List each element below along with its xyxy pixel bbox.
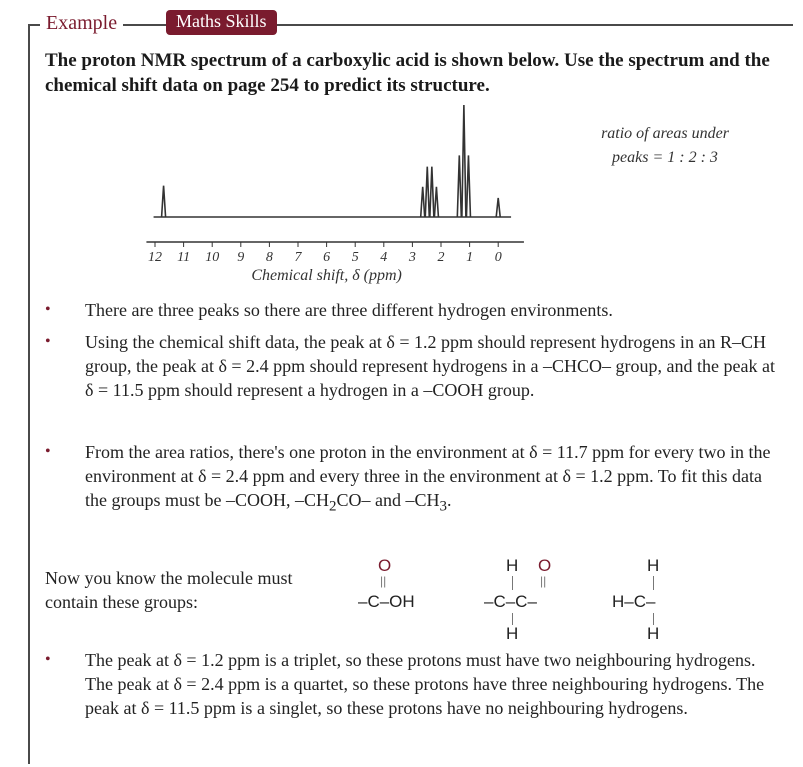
maths-skills-badge: Maths Skills <box>166 10 277 35</box>
peak-line <box>466 155 470 217</box>
peak-line <box>496 198 500 217</box>
chco-double-bond: || <box>540 574 547 588</box>
ch3-chain: H–C– <box>612 592 656 611</box>
peak-line <box>162 186 166 217</box>
chco-bottom-hydrogen: H <box>506 624 519 643</box>
b3-subscript-3: 3 <box>439 498 447 515</box>
x-tick-label: 9 <box>237 250 245 265</box>
x-tick-label: 5 <box>351 250 359 265</box>
x-axis-ticks <box>148 242 502 265</box>
x-axis-label: Chemical shift, δ (ppm) <box>251 267 402 284</box>
ratio-line-2: peaks = 1 : 2 : 3 <box>612 149 718 166</box>
cooh-double-bond: || <box>380 574 387 588</box>
chco-top-hydrogen: H <box>506 556 519 575</box>
bullet-dot: • <box>45 301 51 318</box>
cooh-oxygen: O <box>378 556 392 575</box>
peak-line <box>425 167 429 217</box>
spectrum-trace <box>154 105 512 217</box>
b3-text-3: . <box>447 490 452 510</box>
cooh-chain: –C–OH <box>358 592 415 611</box>
area-ratio-annotation <box>560 122 770 170</box>
x-tick-label: 3 <box>408 250 416 265</box>
x-tick-label: 12 <box>148 250 162 265</box>
bullet-dot: • <box>45 443 51 460</box>
x-tick-label: 2 <box>437 250 445 265</box>
x-tick-label: 0 <box>494 250 502 265</box>
bullet-text: Using the chemical shift data, the peak at δ = 1.2 ppm should represent hydrogens in an R–CH group, the peak at δ = 2.4 ppm should represent hydrogens in a –CHCO– group, and the peak at δ = 11.5 ppm should represent a hydrogen in a –COOH group. <box>85 332 775 400</box>
peak-line <box>421 187 425 217</box>
intro-text: The proton NMR spectrum of a carboxylic acid is shown below. Use the spectrum and the chemical shift data on page 254 to predict its structure. <box>45 50 770 96</box>
chco-chain: –C–C– <box>484 592 537 611</box>
ch3-bottom-hydrogen: H <box>647 624 660 643</box>
peak-singlet <box>162 186 166 217</box>
ch3-bond-top <box>653 576 654 590</box>
ratio-line-1: ratio of areas under <box>601 125 729 142</box>
frame-left-rule <box>28 24 30 764</box>
peak-reference <box>496 198 500 217</box>
bullet-text: There are three peaks so there are three different hydrogen environments. <box>85 300 613 320</box>
x-tick-label: 4 <box>380 250 388 265</box>
bullet-dot: • <box>45 651 51 668</box>
bullet-text <box>85 440 785 519</box>
b3-text-2: CO– and –CH <box>336 490 440 510</box>
peak-quartet <box>421 167 439 217</box>
peak-line <box>434 187 438 217</box>
groups-caption: Now you know the molecule must contain these groups: <box>45 568 293 612</box>
x-tick-label: 1 <box>466 250 474 265</box>
chco-bond-top <box>512 576 513 590</box>
x-tick-label: 6 <box>323 250 331 265</box>
peak-line <box>457 155 461 217</box>
nmr-spectrum-chart <box>140 100 560 290</box>
x-tick-label: 11 <box>177 250 191 265</box>
bullet-text: The peak at δ = 1.2 ppm is a triplet, so these protons must have two neighbouring hydrogens. The peak at δ = 2.4 ppm is a quartet, so these protons have three neighbouring hydrogens. The peak at δ = 11.5 ppm is a singlet, so these protons have no neighbouring hydrogens. <box>85 650 765 718</box>
peak-triplet <box>457 105 470 217</box>
bullet-dot: • <box>45 333 51 350</box>
ch3-top-hydrogen: H <box>647 556 660 575</box>
b3-subscript-2: 2 <box>329 498 337 515</box>
x-tick-label: 7 <box>294 250 302 265</box>
chco-oxygen: O <box>538 556 552 575</box>
b3-text-1: From the area ratios, there's one proton in the environment at δ = 11.7 ppm for every two in the environment at δ = 2.4 ppm and every three in the environment at δ = 1.2 ppm. To fit this data the groups must be –COOH, –CH <box>85 442 771 510</box>
peak-line <box>430 167 434 217</box>
x-tick-label: 10 <box>205 250 220 265</box>
peak-line <box>462 105 466 217</box>
frame-top-rule <box>28 24 793 26</box>
example-label: Example <box>40 12 123 35</box>
x-tick-label: 8 <box>265 250 273 265</box>
